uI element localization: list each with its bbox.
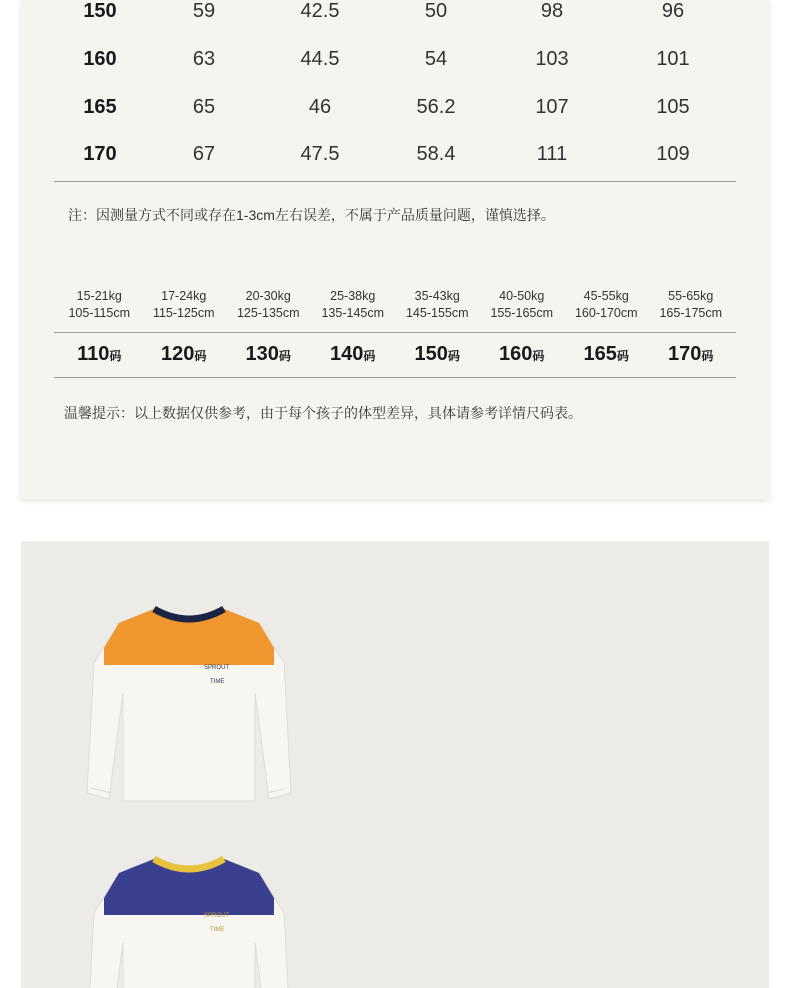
height-range: 115-125cm [152,306,215,320]
size-code: 120码 [161,343,207,365]
weight-range: 25-38kg [330,289,376,303]
size-cell: 101 [656,47,690,70]
weight-range: 17-24kg [161,289,207,303]
size-cell: 170 [83,142,117,165]
size-cell: 58.4 [416,142,456,165]
orange-shirt-image [79,603,299,805]
measurement-note: 注：因测量方式不同或存在1-3cm左右误差，不属于产品质量问题，谨慎选择。 [68,207,555,223]
blue-shirt-image [79,853,299,988]
size-cell: 109 [656,142,690,165]
shirt-print-text: SPROUT [204,913,230,919]
size-code: 160码 [499,343,545,365]
weight-range: 20-30kg [245,289,291,303]
weight-row [57,288,733,305]
size-cell: 47.5 [300,142,340,165]
size-cell: 111 [536,142,568,165]
size-cell: 165 [83,95,117,118]
size-code: 110码 [77,343,122,365]
size-code: 165码 [583,343,629,365]
size-cell: 103 [535,47,569,70]
size-tip: 温馨提示：以上数据仅供参考，由于每个孩子的体型差异，具体请参考详情尺码表。 [64,405,582,421]
size-cell: 65 [192,95,216,118]
product-photo [21,541,769,988]
size-cell: 105 [656,95,690,118]
table-divider [54,181,736,182]
height-range: 160-170cm [574,306,638,320]
height-row [57,305,733,322]
table-row [54,130,736,178]
weight-range: 15-21kg [76,289,122,303]
table-row [54,0,736,35]
size-cell: 63 [192,47,216,70]
size-cell: 42.5 [300,0,340,22]
size-cell: 50 [424,0,448,22]
height-range: 105-115cm [68,306,131,320]
size-code: 170码 [668,343,714,365]
size-cell: 107 [535,95,569,118]
height-range: 165-175cm [659,306,723,320]
shirt-print-text: TIME [210,927,225,933]
table-row [54,35,736,83]
weight-range: 35-43kg [414,289,460,303]
shirt-print-text: SPROUT [204,665,230,671]
weight-range: 55-65kg [668,289,714,303]
shirt-print-text: TIME [210,679,225,685]
size-cell: 59 [192,0,216,22]
size-cell: 56.2 [416,95,456,118]
weight-range: 40-50kg [499,289,545,303]
size-cell: 96 [661,0,685,22]
size-code: 130码 [245,343,291,365]
size-cell: 46 [308,95,332,118]
size-code: 140码 [330,343,376,365]
size-cell: 150 [83,0,117,22]
weight-range: 45-55kg [583,289,629,303]
size-code-row [57,343,733,366]
height-range: 155-165cm [490,306,554,320]
size-cell: 160 [83,47,117,70]
size-cell: 98 [540,0,564,22]
size-cell: 44.5 [300,47,340,70]
size-cell: 67 [192,142,216,165]
size-chart-card [21,0,769,499]
height-range: 125-135cm [236,306,300,320]
reference-divider-top [54,332,736,333]
size-code: 150码 [414,343,460,365]
table-row [54,83,736,131]
reference-divider-bottom [54,377,736,378]
height-range: 145-155cm [405,306,469,320]
size-cell: 54 [424,47,448,70]
height-range: 135-145cm [321,306,385,320]
